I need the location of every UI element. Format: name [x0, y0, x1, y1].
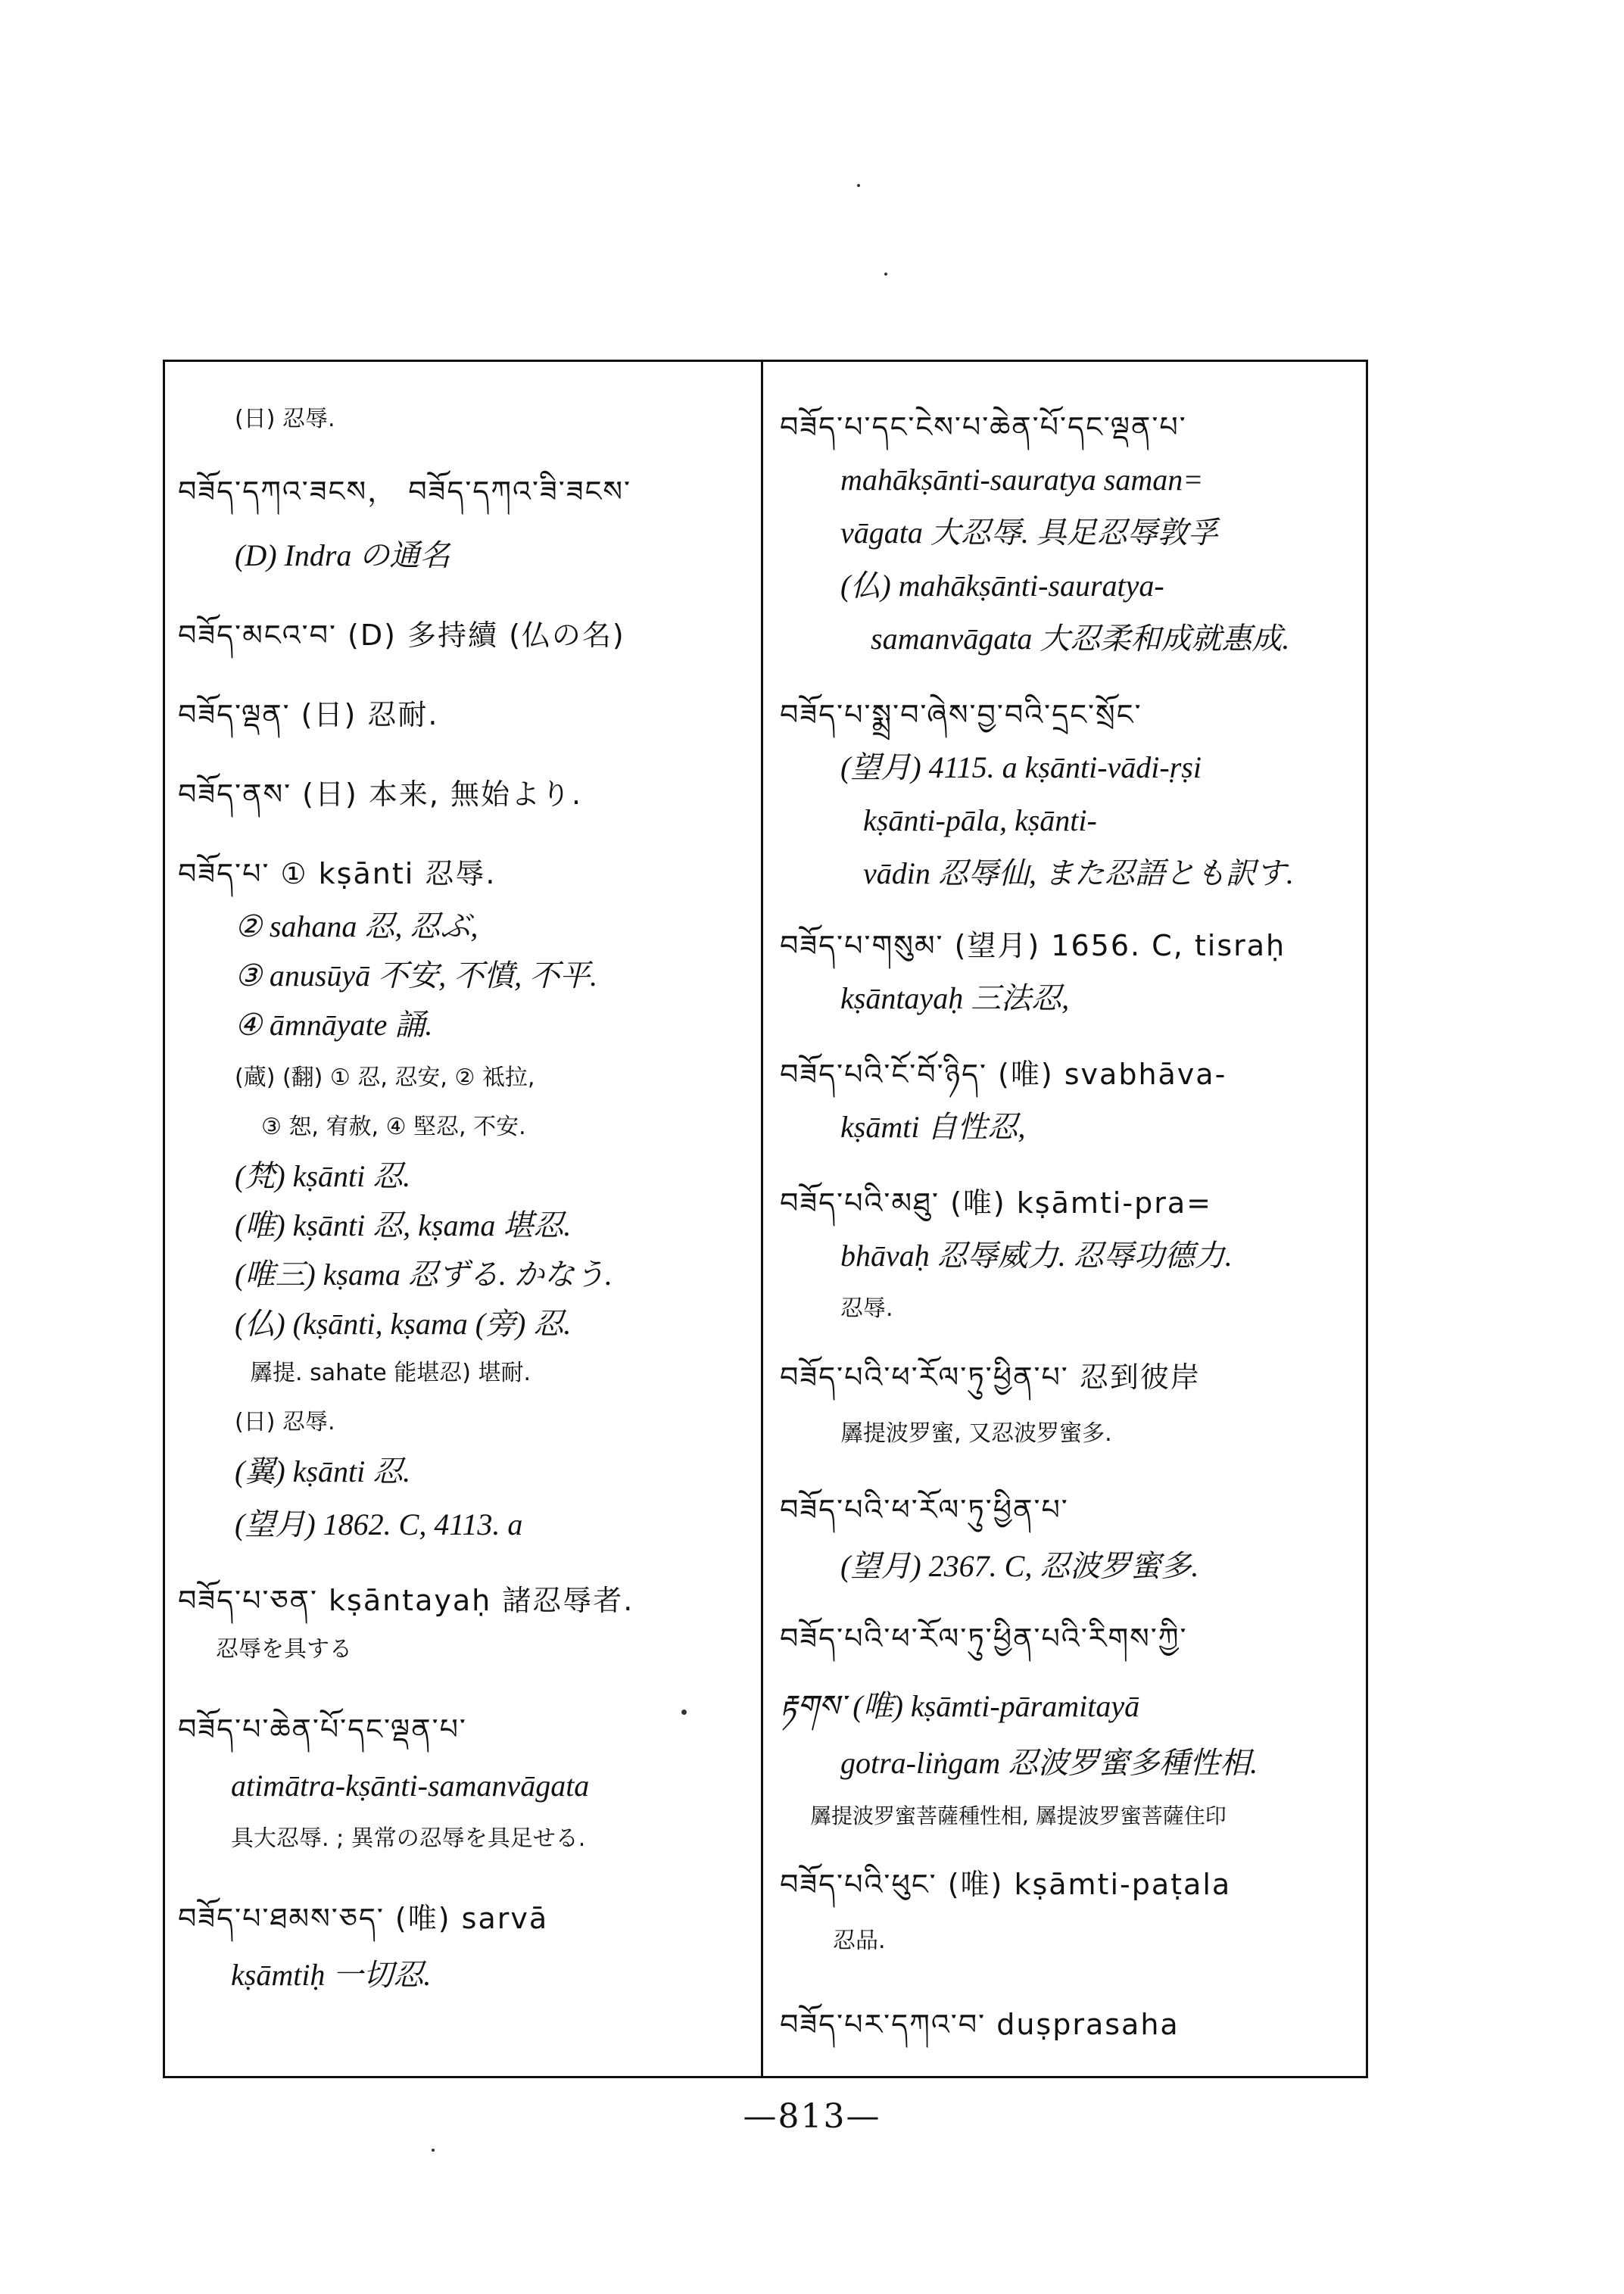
tibetan-headword: བཟོད་པ་གསུམ་ (望月) 1656. C, tisraḥ	[780, 929, 1286, 962]
scan-speck	[432, 2149, 435, 2152]
entry-line: 忍辱.	[840, 1295, 893, 1322]
entry-line: kṣāntayaḥ 三法忍,	[840, 981, 1070, 1015]
entry-line: atimātra-kṣānti-samanvāgata	[231, 1769, 590, 1803]
tibetan-headword: བཟོད་པའི་ངོ་བོ་ཉིད་ (唯) svabhāva-	[780, 1058, 1227, 1091]
entry-line: 羼提波罗蜜, 又忍波罗蜜多.	[840, 1420, 1112, 1447]
tibetan-headword: བཟོད་པ་དང་ངེས་པ་ཆེན་པོ་དང་ལྡན་པ་	[780, 410, 1187, 444]
entry-line: (望月) 1862. C, 4113. a	[235, 1507, 523, 1541]
entry-line: (望月) 4115. a kṣānti-vādi-ṛṣi	[840, 750, 1202, 784]
entry-line: mahākṣānti-sauratya saman=	[840, 463, 1204, 497]
tibetan-headword: བཟོད་པའི་ཕ་རོལ་ཏུ་ཕྱིན་པ་ 忍到彼岸	[780, 1361, 1201, 1394]
tibetan-headword: བཟོད་དཀའ་ཟངས， བཟོད་དཀའ་ཟི་ཟངས་	[178, 475, 632, 508]
entry-line: 羼提波罗蜜菩薩種性相, 羼提波罗蜜菩薩住印	[810, 1803, 1227, 1828]
tibetan-headword: བཟོད་པའི་ཕ་རོལ་ཏུ་ཕྱིན་པའི་རིགས་ཀྱི་	[780, 1622, 1188, 1655]
tibetan-headword: བཟོད་པའི་ཕ་རོལ་ཏུ་ཕྱིན་པ་	[780, 1493, 1069, 1526]
entry-line: kṣāmti 自性忍,	[840, 1110, 1026, 1144]
entry-line: (唯三) kṣama 忍ずる. かなう.	[235, 1258, 613, 1292]
entry-line: gotra-liṅgam 忍波罗蜜多種性相.	[840, 1746, 1258, 1780]
scan-speck	[681, 1710, 687, 1715]
tibetan-headword: བཟོད་པའི་མཐུ་ (唯) kṣāmti-pra=	[780, 1186, 1212, 1220]
entry-line: (日) 忍辱.	[235, 406, 335, 432]
entry-line: (蔵) (翻) ① 忍, 忍安, ② 祗拉,	[235, 1064, 535, 1091]
tibetan-headword: བཟོད་པར་དཀའ་བ་ duṣprasaha	[780, 2008, 1180, 2041]
entry-line: (唯) kṣānti 忍, kṣama 堪忍.	[235, 1208, 572, 1242]
entry-line: རྟགས་ (唯) kṣāmti-pāramitayā	[780, 1689, 1140, 1723]
entry-line: vādin 忍辱仙, また忍語とも訳す.	[863, 856, 1294, 890]
entry-line: kṣānti-pāla, kṣānti-	[863, 803, 1097, 837]
tibetan-headword: བཟོད་པ་ཅན་ kṣāntayaḥ 諸忍辱者.	[178, 1584, 634, 1617]
entry-line: samanvāgata 大忍柔和成就惠成.	[871, 622, 1290, 656]
tibetan-headword: བཟོད་པ་ཐམས་ཅད་ (唯) sarvā	[178, 1902, 549, 1935]
tibetan-headword: བཟོད་མངའ་བ་ (D) 多持續 (仏の名)	[178, 619, 625, 652]
entry-line: vāgata 大忍辱. 具足忍辱敦孚	[840, 516, 1218, 550]
entry-line: (仏) mahākṣānti-sauratya-	[840, 569, 1164, 603]
tibetan-headword: བཟོད་ནས་ (日) 本来, 無始より.	[178, 778, 583, 811]
entry-line: (梵) kṣānti 忍.	[235, 1159, 411, 1193]
tibetan-headword: བཟོད་པའི་ཕུང་ (唯) kṣāmti-paṭala	[780, 1868, 1232, 1901]
entry-line: kṣāmtiḥ 一切忍.	[231, 1958, 432, 1992]
entry-line: bhāvaḥ 忍辱威力. 忍辱功德力.	[840, 1239, 1233, 1273]
entry-line: ② sahana 忍, 忍ぶ,	[235, 909, 478, 943]
entry-line: (望月) 2367. C, 忍波罗蜜多.	[840, 1549, 1199, 1583]
entry-line: (日) 忍辱.	[235, 1409, 335, 1435]
tibetan-headword: བཟོད་པ་ཆེན་པོ་དང་ལྡན་པ་	[178, 1713, 467, 1746]
entry-line: (翼) kṣānti 忍.	[235, 1454, 411, 1488]
scan-speck	[857, 184, 860, 187]
page-number: —813—	[743, 2097, 881, 2136]
entry-line: (仏) (kṣānti, kṣama (旁) 忍.	[235, 1307, 572, 1341]
tibetan-headword: བཟོད་ལྡན་ (日) 忍耐.	[178, 698, 439, 731]
entry-line: (D) Indra の通名	[235, 538, 450, 572]
entry-line: ③ 恕, 宥赦, ④ 堅忍, 不安.	[261, 1114, 526, 1140]
entry-line: 忍品.	[833, 1928, 886, 1954]
tibetan-headword: བཟོད་པ་ ① kṣānti 忍辱.	[178, 857, 497, 890]
column-divider	[761, 360, 763, 2078]
entry-line: ④ āmnāyate 誦.	[235, 1008, 433, 1042]
entry-line: 忍辱を具する	[216, 1636, 352, 1663]
scan-speck	[884, 273, 887, 276]
entry-line: 具大忍辱. ; 異常の忍辱を具足せる.	[231, 1825, 586, 1852]
entry-line: ③ anusūyā 不安, 不憤, 不平.	[235, 958, 598, 993]
entry-line: 羼提. sahate 能堪忍) 堪耐.	[250, 1360, 531, 1386]
tibetan-headword: བཟོད་པ་སྨྲ་བ་ཞེས་བྱ་བའི་དྲང་སྲོང་	[780, 698, 1142, 731]
